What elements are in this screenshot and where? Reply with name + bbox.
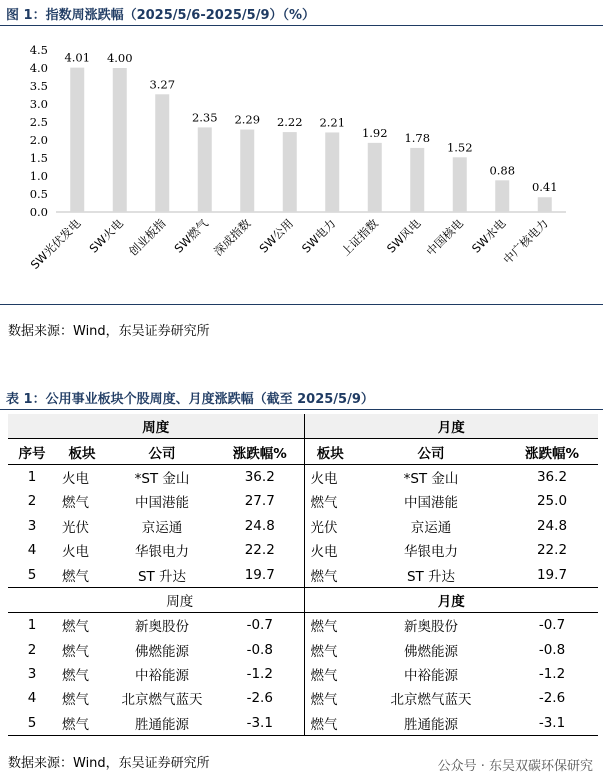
cell-w-change: -1.2 — [246, 666, 273, 683]
y-tick-label: 4.0 — [29, 61, 48, 75]
bar-value-label: 2.22 — [276, 115, 303, 130]
cell-m-change: -2.6 — [538, 690, 566, 707]
bar — [113, 68, 127, 212]
cell-m-company: 中国港能 — [404, 495, 458, 512]
cell-m-change: -1.2 — [538, 666, 566, 683]
bar — [538, 197, 552, 212]
bar — [283, 132, 297, 212]
x-tick-label: SW火电 — [86, 216, 126, 256]
cell-w-sector: 燃气 — [56, 613, 108, 638]
table-title: 表 1：公用事业板块个股周度、月度涨跌幅（截至 2025/5/9） — [6, 392, 374, 407]
cell-m-change: -0.7 — [506, 613, 598, 638]
top-group-row — [8, 414, 598, 439]
cell-m-company: *ST 金山 — [403, 470, 459, 487]
cell-m-change: -3.1 — [506, 711, 598, 736]
table-row — [8, 489, 598, 513]
bar-value-label: 1.52 — [446, 140, 473, 155]
bar-value-label: 2.21 — [319, 115, 346, 130]
col-change: 涨跌幅% — [216, 439, 304, 464]
col-change-monthly: 涨跌幅% — [506, 439, 598, 464]
x-tick-label: 中广核电力 — [500, 216, 551, 267]
x-tick-label: SW公用 — [256, 216, 296, 256]
cell-w-sector: 燃气 — [56, 711, 108, 736]
x-tick-label: 深成指数 — [210, 216, 254, 259]
table-source: 数据来源：Wind，东吴证券研究所 — [8, 756, 210, 771]
cell-w-company: ST 升达 — [137, 568, 187, 585]
col-sector-monthly: 板块 — [304, 439, 356, 464]
column-header-row — [8, 439, 598, 464]
cell-seq: 2 — [27, 641, 37, 658]
y-tick-label: 1.0 — [29, 169, 48, 183]
cell-m-sector: 燃气 — [304, 489, 356, 513]
cell-m-sector: 燃气 — [304, 662, 356, 686]
cell-m-sector: 燃气 — [304, 711, 356, 736]
bar — [240, 130, 254, 212]
x-tick-label: 上证指数 — [338, 216, 381, 259]
x-tick-label: SW光伏发电 — [27, 216, 84, 272]
x-tick-label: SW水电 — [469, 216, 509, 256]
col-company-monthly: 公司 — [356, 439, 506, 464]
cell-m-company: 北京燃气蓝天 — [390, 692, 472, 709]
y-tick-label: 2.5 — [29, 115, 48, 129]
cell-w-company: 华银电力 — [135, 544, 189, 561]
cell-w-company: 佛燃能源 — [135, 643, 189, 660]
table-row — [8, 638, 598, 662]
cell-w-sector: 燃气 — [62, 668, 89, 685]
table-row — [8, 464, 598, 489]
figure-source: 数据来源：Wind，东吴证券研究所 — [8, 324, 210, 339]
bar — [410, 148, 424, 212]
y-tick-label: 4.5 — [29, 43, 48, 57]
group-monthly-header: 月度 — [304, 414, 598, 439]
bar-value-label: 2.35 — [191, 110, 218, 125]
stock-change-table — [8, 414, 598, 736]
y-tick-label: 0.5 — [29, 187, 48, 201]
cell-w-company: 新奥股份 — [108, 613, 216, 638]
col-sector: 板块 — [56, 439, 108, 464]
bar — [198, 127, 212, 212]
cell-seq: 1 — [27, 468, 37, 485]
watermark: 公众号 · 东吴双碳环保研究 — [437, 759, 593, 774]
cell-w-change: 22.2 — [244, 542, 275, 559]
cell-w-change: 24.8 — [244, 517, 275, 534]
bar-value-label: 3.27 — [149, 77, 176, 92]
x-tick-label: SW风电 — [384, 216, 424, 256]
table-row — [8, 662, 598, 686]
cell-seq: 4 — [27, 690, 37, 707]
cell-m-change: 25.0 — [536, 493, 568, 510]
figure-top-rule — [0, 25, 603, 26]
cell-w-company: 京运通 — [141, 519, 183, 536]
cell-m-company: 京运通 — [410, 519, 452, 536]
cell-w-company: 中国港能 — [135, 495, 189, 512]
cell-w-sector: 光伏 — [62, 519, 89, 536]
cell-m-change: -0.8 — [538, 641, 566, 658]
cell-w-change: -0.8 — [246, 641, 273, 658]
x-tick-label: SW电力 — [299, 216, 339, 256]
cell-m-change: 24.8 — [536, 517, 568, 534]
cell-w-company: 北京燃气蓝天 — [121, 692, 203, 709]
col-seq: 序号 — [8, 439, 56, 464]
mid-group-spacer — [8, 587, 56, 612]
table-row — [8, 538, 598, 562]
cell-m-sector: 火电 — [304, 538, 356, 562]
figure-title: 图 1：指数周涨跌幅（2025/5/6-2025/5/9）（%） — [6, 8, 316, 23]
bar — [368, 143, 382, 212]
cell-seq: 5 — [27, 566, 37, 583]
cell-w-sector: 火电 — [62, 544, 89, 561]
cell-w-sector: 燃气 — [62, 568, 89, 585]
bar-value-label: 0.88 — [489, 163, 516, 178]
cell-m-company: 胜通能源 — [356, 711, 506, 736]
table-row — [8, 562, 598, 587]
cell-m-sector: 燃气 — [304, 562, 356, 587]
x-tick-label: 中国核电 — [423, 216, 466, 259]
cell-w-change: -3.1 — [216, 711, 304, 736]
cell-m-sector: 光伏 — [304, 514, 356, 538]
x-tick-label: 创业板指 — [125, 216, 169, 259]
group-weekly-header: 周度 — [8, 414, 304, 439]
table-row — [8, 613, 598, 638]
cell-w-company: 胜通能源 — [108, 711, 216, 736]
cell-m-company: 佛燃能源 — [404, 643, 458, 660]
x-tick-label: SW燃气 — [171, 216, 211, 256]
cell-w-change: -2.6 — [246, 690, 273, 707]
bar — [325, 132, 339, 212]
mid-group-row — [8, 587, 598, 612]
bar — [453, 157, 467, 212]
table-row — [8, 686, 598, 710]
bar-value-label: 4.00 — [106, 51, 133, 65]
cell-m-sector: 燃气 — [304, 686, 356, 710]
cell-seq: 3 — [27, 666, 37, 683]
cell-w-change: 36.2 — [244, 468, 275, 485]
cell-seq: 4 — [27, 542, 37, 559]
table-row — [8, 514, 598, 538]
bar-value-label: 1.92 — [361, 125, 388, 140]
cell-m-change: 36.2 — [536, 468, 568, 485]
cell-w-change: 27.7 — [244, 493, 275, 510]
bar-value-label: 4.01 — [64, 50, 91, 65]
cell-m-change: 22.2 — [536, 542, 568, 559]
cell-m-company: 新奥股份 — [356, 613, 506, 638]
cell-m-sector: 燃气 — [304, 613, 356, 638]
cell-seq: 3 — [27, 517, 37, 534]
table-top-rule — [0, 409, 603, 410]
bar — [495, 180, 509, 212]
cell-w-sector: 燃气 — [62, 643, 89, 660]
col-company: 公司 — [108, 439, 216, 464]
cell-m-change: 19.7 — [536, 566, 568, 583]
mid-group-weekly: 周度 — [56, 587, 304, 612]
y-tick-label: 1.5 — [29, 151, 48, 165]
cell-w-company: *ST 金山 — [134, 470, 190, 487]
cell-w-change: 19.7 — [244, 566, 275, 583]
cell-m-company: ST 升达 — [406, 568, 456, 585]
mid-group-monthly: 月度 — [304, 587, 598, 612]
cell-w-sector: 燃气 — [62, 692, 89, 709]
bar-value-label: 0.41 — [531, 180, 558, 195]
cell-w-change: -0.7 — [216, 613, 304, 638]
cell-seq: 2 — [27, 493, 37, 510]
cell-w-company: 中裕能源 — [135, 668, 189, 685]
cell-m-sector: 燃气 — [304, 638, 356, 662]
cell-w-sector: 燃气 — [62, 495, 89, 512]
y-tick-label: 3.5 — [29, 79, 48, 93]
cell-m-sector: 火电 — [304, 464, 356, 489]
bar-value-label: 2.29 — [234, 112, 261, 127]
cell-seq: 1 — [8, 613, 56, 638]
cell-w-sector: 火电 — [62, 470, 89, 487]
cell-seq: 5 — [8, 711, 56, 736]
y-tick-label: 3.0 — [29, 97, 48, 111]
cell-m-company: 华银电力 — [404, 544, 458, 561]
cell-m-company: 中裕能源 — [404, 668, 458, 685]
bar-chart — [0, 30, 603, 302]
bar — [70, 68, 84, 212]
table-row — [8, 711, 598, 736]
bar — [155, 94, 169, 212]
figure-bottom-rule — [0, 304, 603, 305]
y-tick-label: 0.0 — [29, 205, 48, 219]
y-tick-label: 2.0 — [29, 133, 48, 147]
bar-value-label: 1.78 — [404, 130, 431, 145]
